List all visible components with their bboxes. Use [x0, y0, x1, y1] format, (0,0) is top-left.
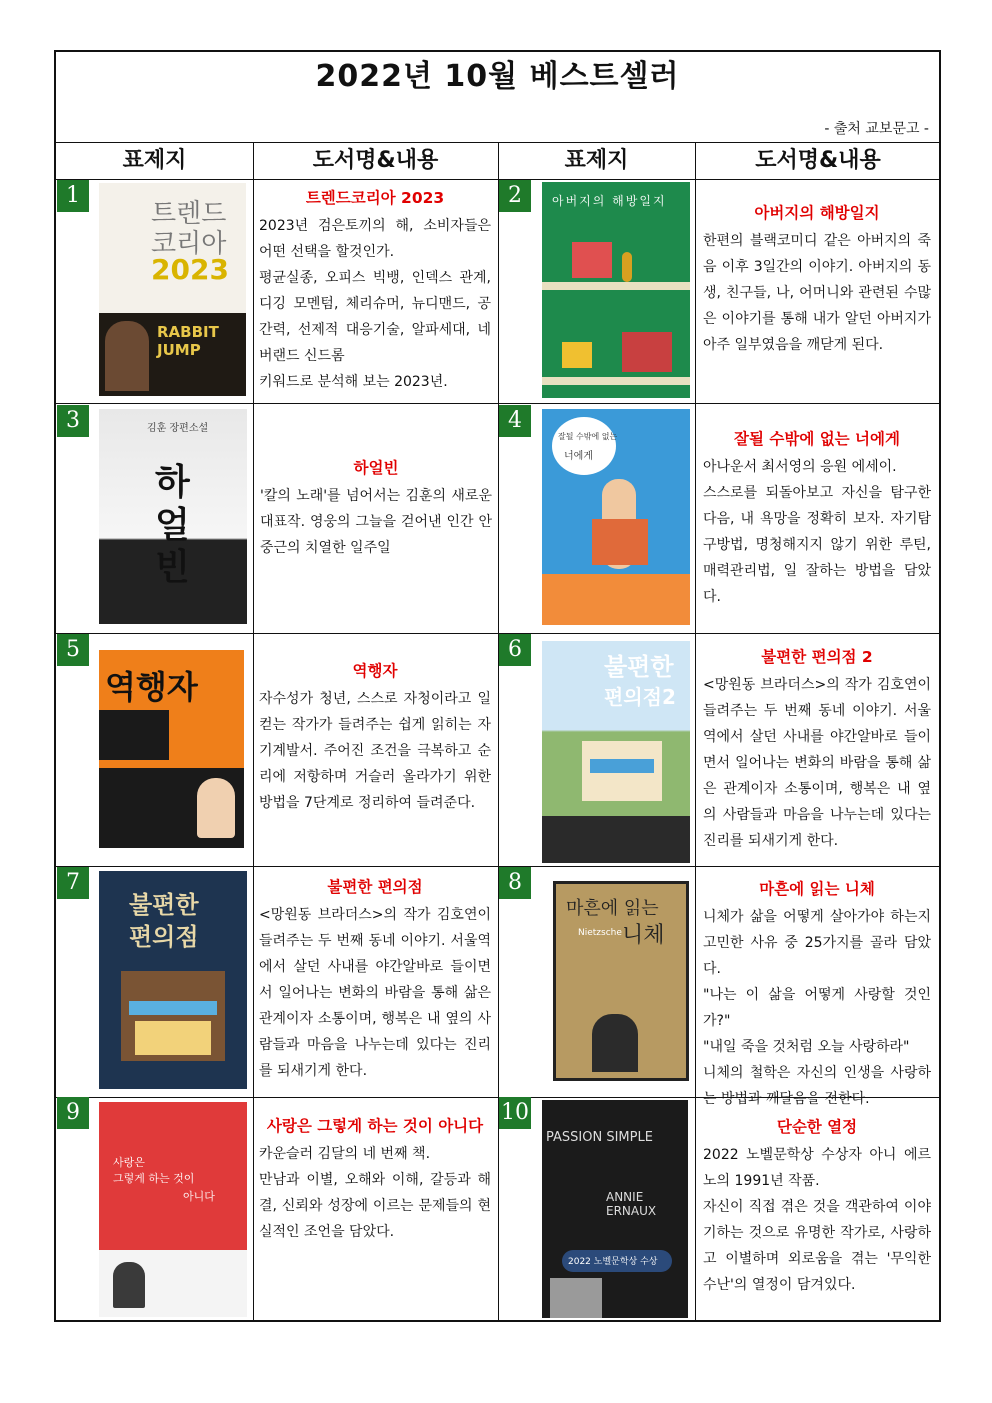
book-cover: 잘될 수밖에 없는 너에게	[542, 409, 690, 625]
book-cover: 불편한 편의점2	[542, 641, 690, 863]
book-title: 하얼빈	[353, 459, 399, 477]
book-title: 아버지의 해방일지	[754, 204, 880, 222]
book-info	[259, 874, 491, 1084]
book-info	[703, 644, 931, 854]
book-description: 카운슬러 김달의 네 번째 책. 만남과 이별, 오해와 이해, 갈등과 해결, 신뢰와 성장에 이르는 문제들의 현실적인 조언을 담았다.	[259, 1146, 491, 1240]
book-info	[703, 876, 931, 1112]
rank-badge: 3	[57, 405, 89, 437]
book-title: 사랑은 그렇게 하는 것이 아니다	[266, 1117, 484, 1135]
rank-badge: 7	[57, 867, 89, 899]
rank-badge: 2	[499, 180, 531, 212]
book-cover: PASSION SIMPLE ANNIE ERNAUX 2022 노벨문학상 수상	[542, 1100, 688, 1318]
book-info	[259, 185, 491, 395]
grid-line	[498, 142, 499, 1322]
book-description: 아나운서 최서영의 응원 에세이. 스스로를 되돌아보고 자신을 탐구한 다음, 내 욕망을 정확히 보자. 자기탐구방법, 명청해지지 않기 위한 루틴, 매력관리법, 일 잘하는 방법을 담았다.	[703, 459, 931, 605]
book-info	[259, 1113, 491, 1245]
header-cover-left: 표제지	[56, 142, 253, 180]
rank-badge: 4	[499, 405, 531, 437]
header-info-left: 도서명&내용	[253, 142, 498, 180]
header-info-right: 도서명&내용	[695, 142, 941, 180]
book-cover: 마흔에 읽는 니체 Nietzsche	[553, 881, 689, 1081]
grid-line	[253, 142, 254, 1322]
book-title: 트렌드코리아 2023	[305, 189, 445, 207]
book-description: '칼의 노래'를 넘어서는 김훈의 새로운 대표작. 영웅의 그늘을 걷어낸 인간 안중근의 치열한 일주일	[260, 488, 492, 556]
book-title: 잘될 수밖에 없는 너에게	[734, 430, 900, 448]
grid-line	[56, 403, 941, 404]
book-title: 마흔에 읽는 니체	[759, 880, 875, 898]
rank-badge: 6	[499, 634, 531, 666]
book-cover: 트렌드 코리아 2023 RABBIT JUMP	[99, 183, 246, 396]
rank-badge: 10	[499, 1097, 531, 1129]
book-description: 2022 노벨문학상 수상자 아니 에르노의 1991년 작품. 자신이 직접 겪은 것을 객관하여 이야기하는 것으로 유명한 작가로, 사랑하고 이별하며 외로움을 겪는 '무익한 수난'의 열정이 담겨있다.	[703, 1147, 931, 1293]
book-info	[259, 658, 491, 816]
header-cover-right: 표제지	[498, 142, 695, 180]
rank-badge: 5	[57, 634, 89, 666]
page-title: 2022년 10월 베스트셀러	[315, 59, 680, 94]
book-cover: 아버지의 해방일지	[542, 182, 690, 398]
book-cover: 사랑은 그렇게 하는 것이 아니다	[99, 1102, 247, 1317]
source-note: - 출처 교보문고 -	[824, 121, 929, 137]
book-description: 한편의 블랙코미디 같은 아버지의 죽음 이후 3일간의 이야기. 아버지의 동생, 친구들, 나, 어머니와 관련된 수많은 이야기를 통해 내가 알던 아버지가 아주 일부였음을 깨닫게 된다.	[703, 233, 931, 353]
rank-badge: 9	[57, 1097, 89, 1129]
book-description: <망원동 브라더스>의 작가 김호연이 들려주는 두 번째 동네 이야기. 서울역에서 살던 사내를 야간알바로 들이면서 일어나는 변화의 바람을 통해 삶은 관계이자 소통이며, 행복은 내 옆의 사람들과 마음을 나누는데 있다는 진리를 되새기게 한다.	[703, 677, 931, 849]
book-description: 2023년 검은토끼의 해, 소비자들은 어떤 선택을 할것인가. 평균실종, 오피스 빅뱅, 인덱스 관계, 디깅 모멘텀, 체리슈머, 뉴디맨드, 공간력, 선제적 대응기술, 알파세대, 네버랜드 신드롬 키워드로 분석해 보는 2023년.	[259, 218, 491, 390]
book-cover: 불편한 편의점	[99, 871, 247, 1089]
book-info	[703, 426, 931, 610]
book-title: 불편한 편의점	[327, 878, 423, 896]
book-title: 역행자	[352, 662, 398, 680]
book-title: 단순한 열정	[776, 1118, 858, 1136]
book-cover: 역행자	[99, 650, 244, 848]
book-title: 불편한 편의점 2	[761, 648, 873, 666]
book-cover: 김훈 장편소설 하 얼 빈	[99, 409, 247, 624]
book-description: 니체가 삶을 어떻게 살아가야 하는지 고민한 사유 중 25가지를 골라 담았다. "나는 이 삶을 어떻게 사랑할 것인가?" "내일 죽을 것처럼 오늘 사랑하라" 니체의 철학은 자신의 인생을 사랑하는 방법과 깨달음을 전한다.	[703, 909, 931, 1107]
book-info	[703, 200, 931, 358]
book-description: 자수성가 청년, 스스로 자청이라고 일컫는 작가가 들려주는 쉽게 읽히는 자기계발서. 주어진 조건을 극복하고 순리에 저항하며 거슬러 올라가기 위한 방법을 7단계로 정리하여 들려준다.	[259, 691, 491, 811]
book-info	[260, 455, 492, 561]
rank-badge: 8	[499, 867, 531, 899]
rank-badge: 1	[57, 180, 89, 212]
grid-line	[695, 142, 696, 1322]
book-description: <망원동 브라더스>의 작가 김호연이 들려주는 두 번째 동네 이야기. 서울역에서 살던 사내를 야간알바로 들이면서 일어나는 변화의 바람을 통해 삶은 관계이자 소통이며, 행복은 내 옆의 사람들과 마음을 나누는데 있다는 진리를 되새기게 한다.	[259, 907, 491, 1079]
book-info	[703, 1114, 931, 1298]
